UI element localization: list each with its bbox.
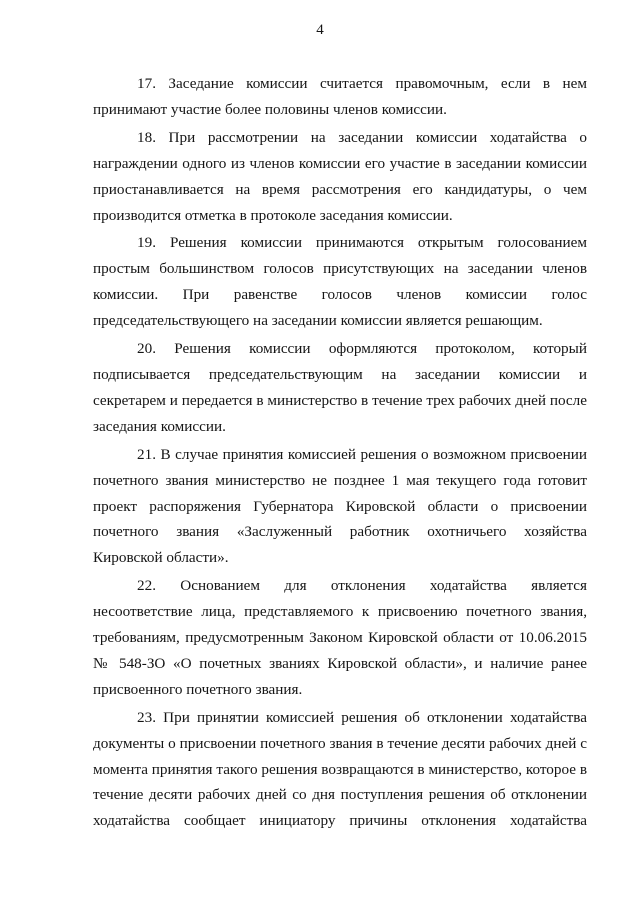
paragraph-22: 22. Основанием для отклонения ходатайства является несоответствие лица, представляемого к присвоению почетного звания, требованиям, предусмотренным Законом Кировской области от 10.06.2015 № 548-ЗО «О почетных званиях Кировской области», и наличие ранее присвоенного почетного звания.: [93, 577, 587, 698]
paragraph-21: 21. В случае принятия комиссией решения о возможном присвоении почетного звания министерство не позднее 1 мая текущего года готовит проект распоряжения Губернатора Кировской области о присвоении почетного звания «Заслуженный работник охотничьего хозяйства Кировской области».: [93, 445, 587, 567]
paragraph-18: 18. При рассмотрении на заседании комиссии ходатайства о награждении одного из членов комиссии его участие в заседании комиссии приостанавливается на время рассмотрения его кандидатуры, о чем производится отметка в протоколе заседания комиссии.: [93, 128, 587, 224]
document-body: [93, 71, 587, 834]
page-number: 4: [316, 22, 324, 38]
paragraph-20: 20. Решения комиссии оформляются протоколом, который подписывается председательствующим на заседании комиссии и секретарем и передается в министерство в течение трех рабочих дней после заседания комиссии.: [93, 340, 587, 435]
paragraph-23: 23. При принятии комиссией решения об отклонении ходатайства документы о присвоении почетного звания в течение десяти рабочих дней с момента принятия такого решения возвращаются в министерство, которое в течение десяти рабочих дней со дня поступления решения об отклонении ходатайства сообщает инициатору причины отклонения ходатайства: [93, 708, 587, 830]
paragraph-19: 19. Решения комиссии принимаются открытым голосованием простым большинством голосов присутствующих на заседании членов комиссии. При равенстве голосов членов комиссии голос председательствующего на заседании комиссии является решающим.: [93, 234, 587, 330]
paragraph-17: 17. Заседание комиссии считается правомочным, если в нем принимают участие более половины членов комиссии.: [93, 75, 587, 118]
